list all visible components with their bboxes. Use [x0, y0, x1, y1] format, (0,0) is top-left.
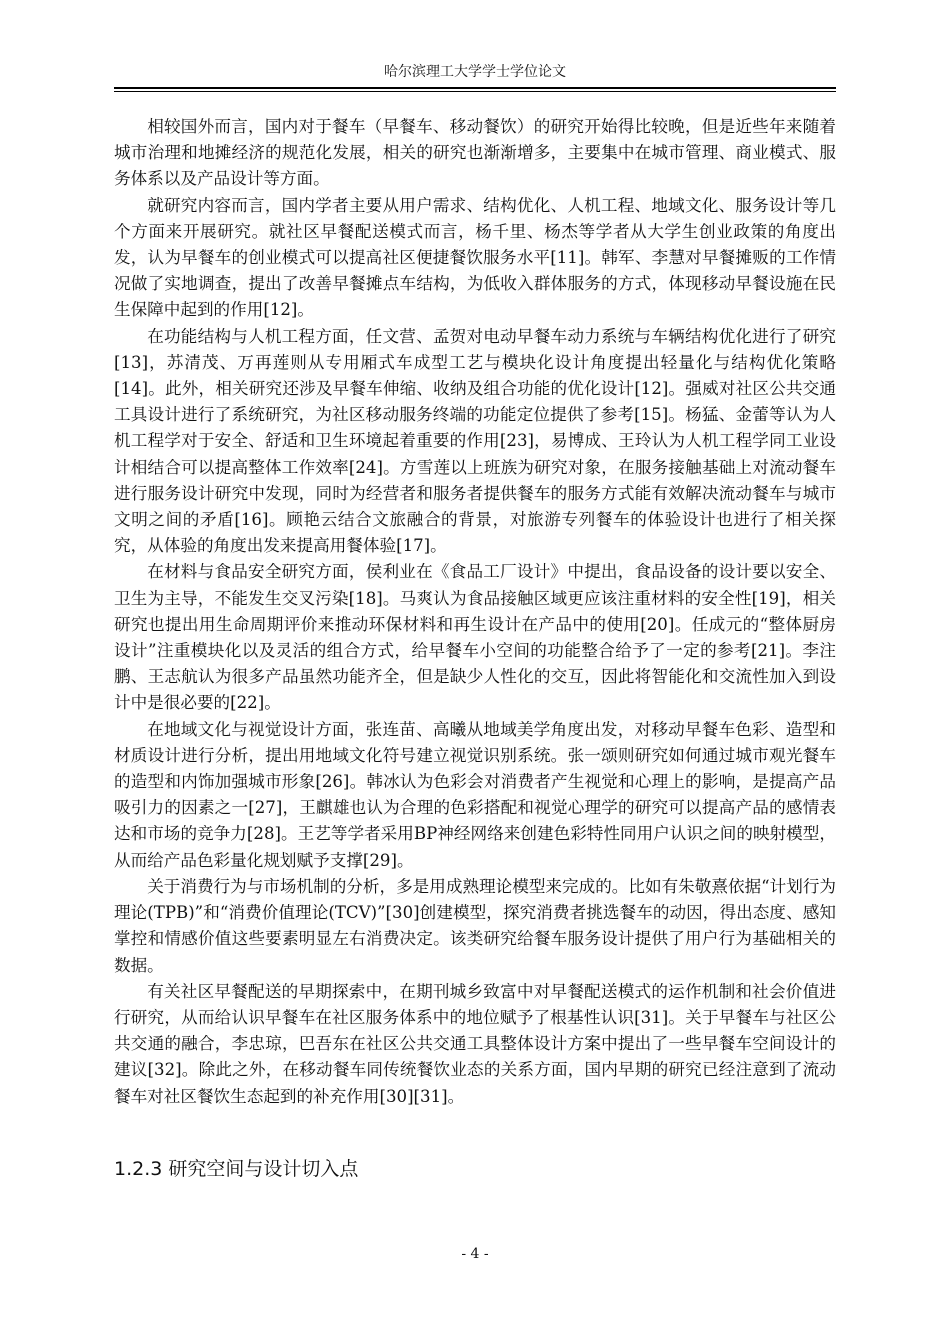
running-header: 哈尔滨理工大学学士学位论文: [384, 64, 566, 80]
paragraph: 有关社区早餐配送的早期探索中，在期刊城乡致富中对早餐配送模式的运作机制和社会价值进行研究，从而给认识早餐车在社区服务体系中的地位赋予了根基性认识[31]。关于早餐车与社区公共交通的融合，李忠琼，巴吾东在社区公共交通工具整体设计方案中提出了一些早餐车空间设计的建议[32]。除此之外，在移动餐车同传统餐饮业态的关系方面，国内早期的研究已经注意到了流动餐车对社区餐饮生态起到的补充作用[30][31]。: [114, 981, 836, 1106]
body-text: [114, 114, 836, 1110]
page-number: - 4 -: [461, 1246, 489, 1262]
paragraph: 关于消费行为与市场机制的分析，多是用成熟理论模型来完成的。比如有朱敬熹依据“计划行为理论(TPB)”和“消费价值理论(TCV)”[30]创建模型，探究消费者挑选餐车的动因，得出态度、感知掌控和情感价值这些要素明显左右消费决定。该类研究给餐车服务设计提供了用户行为基础相关的数据。: [114, 876, 837, 975]
paragraph: 在功能结构与人机工程方面，任文营、孟贺对电动早餐车动力系统与车辆结构优化进行了研究[13]，苏清茂、万再莲则从专用厢式车成型工艺与模块化设计角度提出轻量化与结构优化策略[14]。此外，相关研究还涉及早餐车伸缩、收纳及组合功能的优化设计[12]。强威对社区公共交通工具设计进行了系统研究，为社区移动服务终端的功能定位提供了参考[15]。杨猛、金蕾等认为人机工程学对于安全、舒适和卫生环境起着重要的作用[23]，易博成、王玲认为人机工程学同工业设计相结合可以提高整体工作效率[24]。方雪莲以上班族为研究对象，在服务接触基础上对流动餐车进行服务设计研究中发现，同时为经营者和服务者提供餐车的服务方式能有效解决流动餐车与城市文明之间的矛盾[16]。顾艳云结合文旅融合的背景，对旅游专列餐车的体验设计也进行了相关探究，从体验的角度出发来提高用餐体验[17]。: [114, 326, 836, 556]
paragraph: 相较国外而言，国内对于餐车（早餐车、移动餐饮）的研究开始得比较晚，但是近些年来随着城市治理和地摊经济的规范化发展，相关的研究也渐渐增多，主要集中在城市管理、商业模式、服务体系以及产品设计等方面。: [114, 117, 836, 189]
paragraph: 在材料与食品安全研究方面，侯利业在《食品工厂设计》中提出，食品设备的设计要以安全、卫生为主导，不能发生交叉污染[18]。马爽认为食品接触区域更应该注重材料的安全性[19]，相关研究也提出用生命周期评价来推动环保材料和再生设计在产品中的使用[20]。任成元的“整体厨房设计”注重模块化以及灵活的组合方式，给早餐车小空间的功能整合给予了一定的参考[21]。李注鹏、王志航认为很多产品虽然功能齐全，但是缺少人性化的交互，因此将智能化和交流性加入到设计中是很必要的[22]。: [114, 562, 836, 713]
header-rule: [114, 87, 836, 92]
paragraph: 在地域文化与视觉设计方面，张连苗、高曦从地域美学角度出发，对移动早餐车色彩、造型和材质设计进行分析，提出用地域文化符号建立视觉识别系统。张一颂则研究如何通过城市观光餐车的造型和内饰加强城市形象[26]。韩冰认为色彩会对消费者产生视觉和心理上的影响，是提高产品吸引力的因素之一[27]，王麒雄也认为合理的色彩搭配和视觉心理学的研究可以提高产品的感情表达和市场的竞争力[28]。王艺等学者采用BP神经网络来创建色彩特性同用户认识之间的映射模型，从而给产品色彩量化规划赋予支撑[29]。: [114, 719, 836, 870]
paragraph: 就研究内容而言，国内学者主要从用户需求、结构优化、人机工程、地域文化、服务设计等几个方面来开展研究。就社区早餐配送模式而言，杨千里、杨杰等学者从大学生创业政策的角度出发，认为早餐车的创业模式可以提高社区便捷餐饮服务水平[11]。韩军、李慧对早餐摊贩的工作情况做了实地调查，提出了改善早餐摊点车结构，为低收入群体服务的方式，体现移动早餐设施在民生保障中起到的作用[12]。: [114, 195, 836, 320]
section-heading: 1.2.3 研究空间与设计切入点: [114, 1158, 359, 1180]
